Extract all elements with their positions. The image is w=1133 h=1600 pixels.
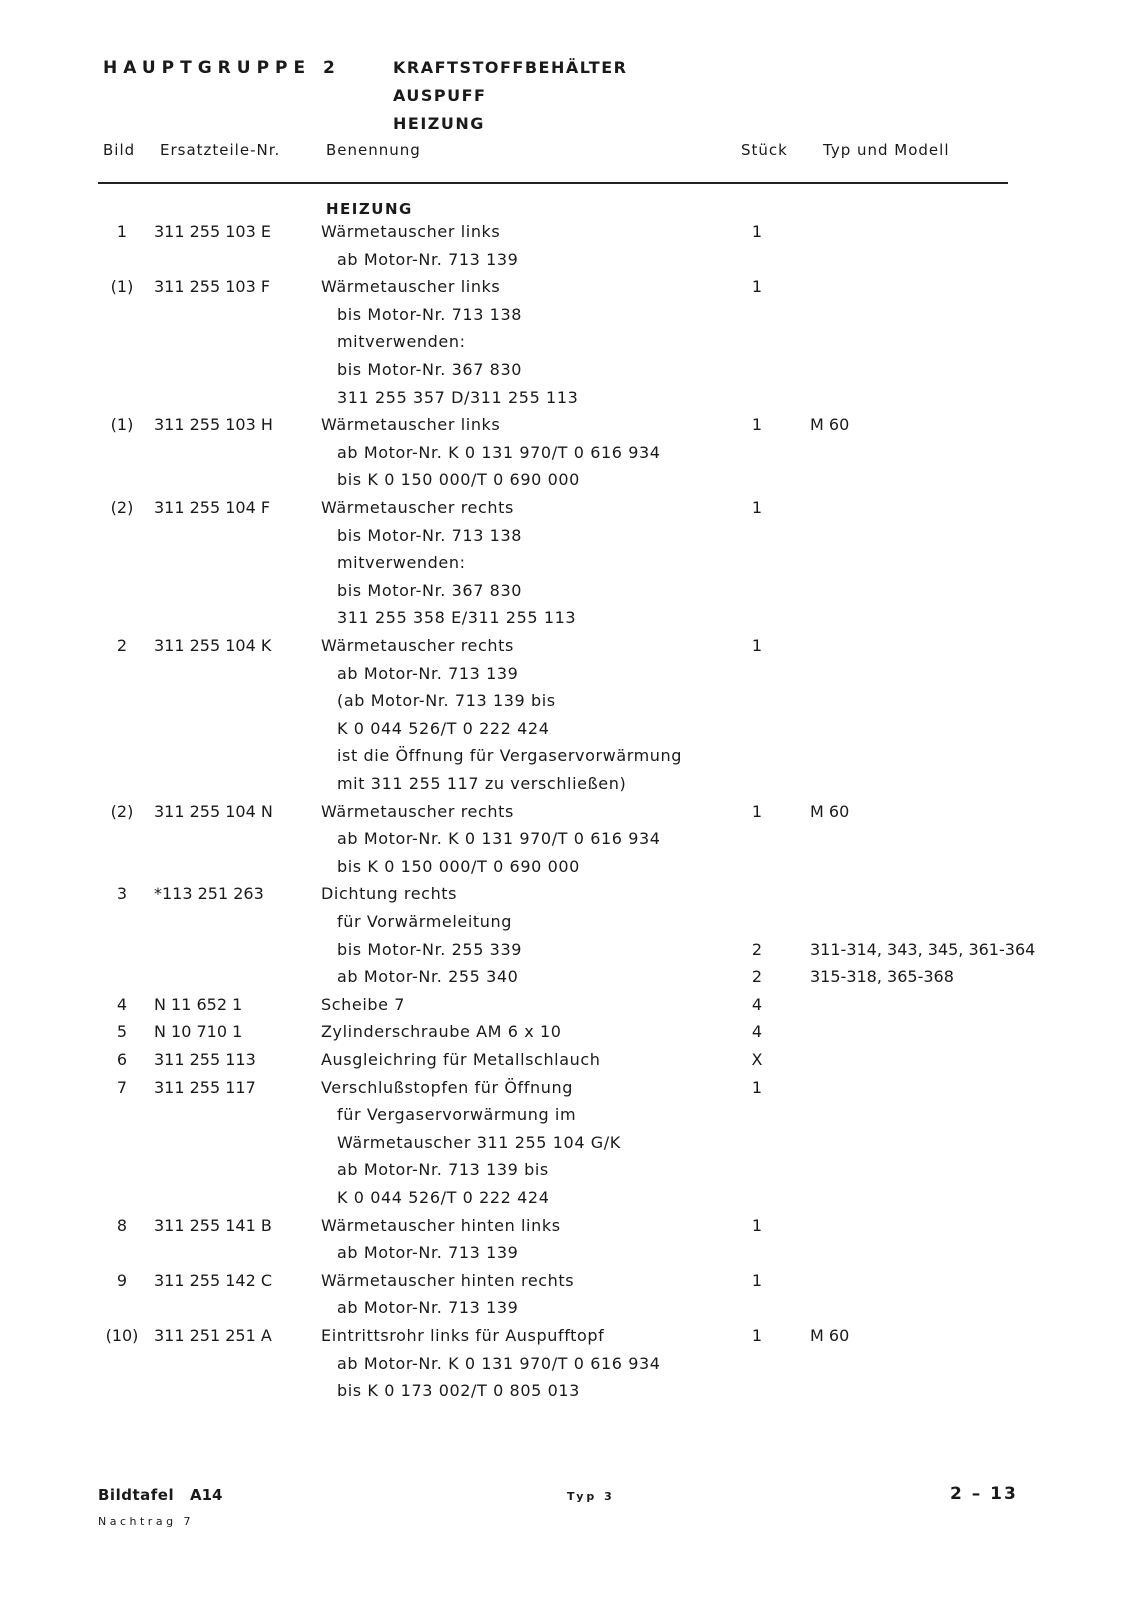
- row-description: Wärmetauscher hinten rechts: [321, 1271, 575, 1290]
- row-quantity: 4: [751, 1022, 763, 1041]
- row-bild: 9: [116, 1271, 128, 1290]
- row-description: bis Motor-Nr. 367 830: [337, 581, 523, 600]
- row-description: Dichtung rechts: [321, 884, 458, 903]
- row-bild: 6: [116, 1050, 128, 1069]
- col-bild: Bild: [103, 141, 136, 159]
- row-description: Eintrittsrohr links für Auspufftopf: [321, 1326, 605, 1345]
- row-type-model: M 60: [810, 1326, 850, 1345]
- row-bild: 7: [116, 1078, 128, 1097]
- row-part-number: 311 255 104 K: [154, 636, 272, 655]
- row-bild: (10): [105, 1326, 139, 1345]
- row-quantity: 1: [751, 222, 763, 241]
- row-description: für Vorwärmeleitung: [337, 912, 512, 931]
- row-description: (ab Motor-Nr. 713 139 bis: [337, 691, 556, 710]
- row-part-number: *113 251 263: [154, 884, 264, 903]
- row-description: für Vergaservorwärmung im: [337, 1105, 577, 1124]
- row-bild: 4: [116, 995, 128, 1014]
- row-description: Wärmetauscher links: [321, 222, 501, 241]
- row-description: ist die Öffnung für Vergaservorwärmung: [337, 746, 683, 765]
- row-description: ab Motor-Nr. 255 340: [337, 967, 519, 986]
- row-description: bis K 0 150 000/T 0 690 000: [337, 857, 580, 876]
- footer-plate-number: A14: [190, 1486, 223, 1504]
- title-exhaust: AUSPUFF: [393, 86, 487, 105]
- row-bild: 1: [116, 222, 128, 241]
- row-bild: (1): [110, 277, 134, 296]
- row-bild: 3: [116, 884, 128, 903]
- header-rule: [98, 182, 1008, 184]
- row-part-number: 311 255 142 C: [154, 1271, 273, 1290]
- row-part-number: 311 255 113: [154, 1050, 256, 1069]
- row-quantity: 1: [751, 636, 763, 655]
- row-description: bis Motor-Nr. 255 339: [337, 940, 523, 959]
- row-type-model: M 60: [810, 802, 850, 821]
- row-description: ab Motor-Nr. 713 139: [337, 1243, 519, 1262]
- col-description: Benennung: [326, 141, 421, 159]
- row-quantity: 1: [751, 1326, 763, 1345]
- row-description: bis Motor-Nr. 367 830: [337, 360, 523, 379]
- row-quantity: 2: [751, 967, 763, 986]
- row-description: ab Motor-Nr. K 0 131 970/T 0 616 934: [337, 829, 661, 848]
- footer-bildtafel: Bildtafel: [98, 1486, 175, 1504]
- row-bild: 8: [116, 1216, 128, 1235]
- row-description: Wärmetauscher rechts: [321, 636, 514, 655]
- row-quantity: X: [751, 1050, 763, 1069]
- row-part-number: 311 255 103 E: [154, 222, 271, 241]
- col-quantity: Stück: [741, 141, 788, 159]
- row-quantity: 2: [751, 940, 763, 959]
- row-quantity: 1: [751, 498, 763, 517]
- row-description: bis Motor-Nr. 713 138: [337, 305, 523, 324]
- footer-supplement: Nachtrag 7: [98, 1515, 195, 1528]
- row-description: Scheibe 7: [321, 995, 406, 1014]
- row-description: ab Motor-Nr. 713 139: [337, 1298, 519, 1317]
- title-heating: HEIZUNG: [393, 114, 485, 133]
- row-description: bis K 0 173 002/T 0 805 013: [337, 1381, 580, 1400]
- row-description: ab Motor-Nr. K 0 131 970/T 0 616 934: [337, 1354, 661, 1373]
- row-description: Wärmetauscher rechts: [321, 802, 514, 821]
- row-description: Wärmetauscher links: [321, 415, 501, 434]
- row-description: Wärmetauscher rechts: [321, 498, 514, 517]
- row-quantity: 4: [751, 995, 763, 1014]
- row-description: Verschlußstopfen für Öffnung: [321, 1078, 573, 1097]
- section-heading: HEIZUNG: [326, 200, 413, 218]
- row-part-number: 311 251 251 A: [154, 1326, 272, 1345]
- row-description: ab Motor-Nr. 713 139: [337, 664, 519, 683]
- row-description: bis K 0 150 000/T 0 690 000: [337, 470, 580, 489]
- row-quantity: 1: [751, 1216, 763, 1235]
- row-part-number: 311 255 104 N: [154, 802, 273, 821]
- row-part-number: 311 255 117: [154, 1078, 256, 1097]
- row-description: mit 311 255 117 zu verschließen): [337, 774, 627, 793]
- row-quantity: 1: [751, 802, 763, 821]
- row-description: K 0 044 526/T 0 222 424: [337, 719, 550, 738]
- main-group-heading: HAUPTGRUPPE 2: [103, 58, 341, 78]
- row-bild: (2): [110, 498, 134, 517]
- row-description: K 0 044 526/T 0 222 424: [337, 1188, 550, 1207]
- row-quantity: 1: [751, 1271, 763, 1290]
- row-part-number: N 10 710 1: [154, 1022, 243, 1041]
- row-description: ab Motor-Nr. 713 139 bis: [337, 1160, 549, 1179]
- footer-page-number: 2 – 13: [950, 1484, 1018, 1504]
- title-fuel-tank: KRAFTSTOFFBEHÄLTER: [393, 58, 628, 77]
- row-bild: (2): [110, 802, 134, 821]
- row-type-model: 311-314, 343, 345, 361-364: [810, 940, 1036, 959]
- row-part-number: 311 255 103 F: [154, 277, 271, 296]
- row-quantity: 1: [751, 1078, 763, 1097]
- row-description: mitverwenden:: [337, 553, 466, 572]
- row-part-number: 311 255 103 H: [154, 415, 273, 434]
- row-description: Wärmetauscher hinten links: [321, 1216, 561, 1235]
- footer-type: Typ 3: [567, 1490, 615, 1503]
- row-description: 311 255 357 D/311 255 113: [337, 388, 579, 407]
- row-description: Wärmetauscher 311 255 104 G/K: [337, 1133, 621, 1152]
- col-part-number: Ersatzteile-Nr.: [160, 141, 281, 159]
- row-part-number: 311 255 141 B: [154, 1216, 272, 1235]
- col-type-model: Typ und Modell: [823, 141, 950, 159]
- row-bild: 5: [116, 1022, 128, 1041]
- row-part-number: 311 255 104 F: [154, 498, 271, 517]
- row-description: bis Motor-Nr. 713 138: [337, 526, 523, 545]
- row-description: ab Motor-Nr. 713 139: [337, 250, 519, 269]
- row-description: mitverwenden:: [337, 332, 466, 351]
- row-part-number: N 11 652 1: [154, 995, 243, 1014]
- row-description: 311 255 358 E/311 255 113: [337, 608, 577, 627]
- row-bild: 2: [116, 636, 128, 655]
- row-description: Wärmetauscher links: [321, 277, 501, 296]
- row-type-model: M 60: [810, 415, 850, 434]
- row-description: Zylinderschraube AM 6 x 10: [321, 1022, 562, 1041]
- row-bild: (1): [110, 415, 134, 434]
- row-quantity: 1: [751, 277, 763, 296]
- row-type-model: 315-318, 365-368: [810, 967, 954, 986]
- row-description: Ausgleichring für Metallschlauch: [321, 1050, 601, 1069]
- row-description: ab Motor-Nr. K 0 131 970/T 0 616 934: [337, 443, 661, 462]
- row-quantity: 1: [751, 415, 763, 434]
